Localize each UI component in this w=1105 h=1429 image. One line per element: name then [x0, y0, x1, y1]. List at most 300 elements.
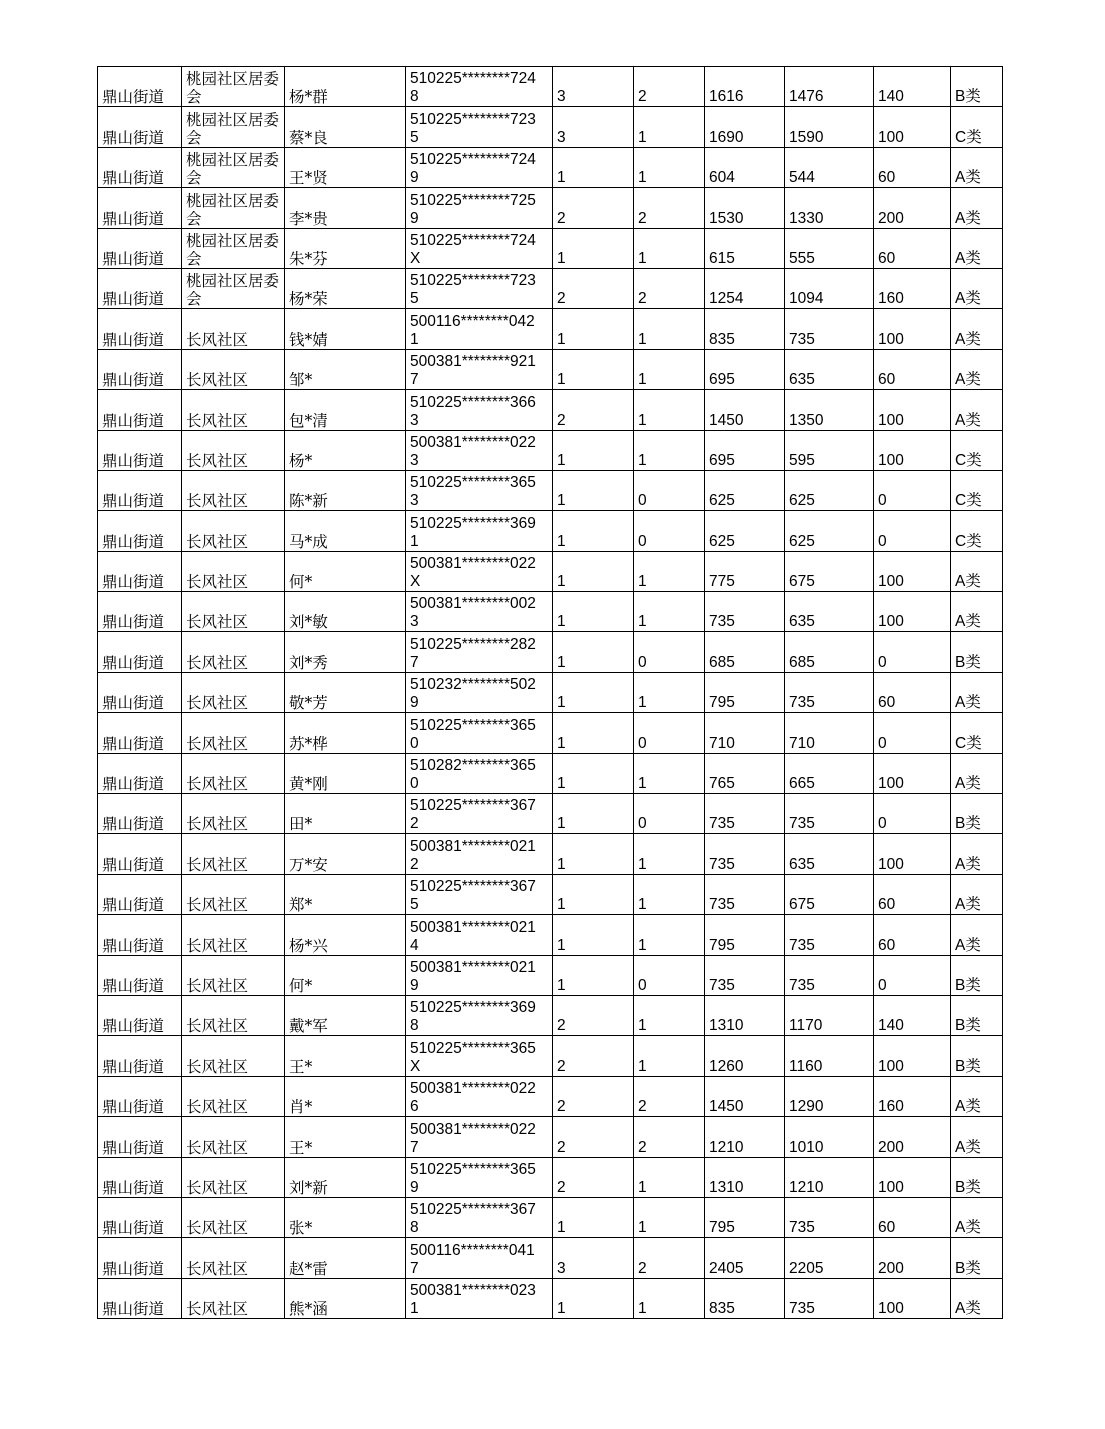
household-size-cell: 2 — [553, 1036, 634, 1076]
total-amount-cell: 1690 — [705, 107, 785, 147]
id-number-line-1: 510225********369 — [410, 514, 536, 532]
base-amount-cell: 2205 — [785, 1238, 874, 1278]
base-amount-cell: 675 — [785, 874, 874, 914]
category-cell: A类 — [951, 268, 1003, 308]
id-number-cell — [406, 349, 553, 389]
name-cell: 刘*秀 — [285, 632, 406, 672]
category-cell: A类 — [951, 188, 1003, 228]
category-cell: A类 — [951, 1076, 1003, 1116]
count-cell: 1 — [634, 107, 705, 147]
name-cell: 杨*荣 — [285, 268, 406, 308]
total-amount-cell: 710 — [705, 713, 785, 753]
community-cell: 长风社区 — [182, 713, 285, 753]
street-cell: 鼎山街道 — [98, 1076, 182, 1116]
id-number-line-2: 9 — [410, 209, 419, 227]
table-row — [98, 107, 1003, 147]
category-cell: B类 — [951, 995, 1003, 1035]
category-cell: A类 — [951, 228, 1003, 268]
id-number-cell — [406, 1157, 553, 1197]
community-cell: 长风社区 — [182, 470, 285, 510]
count-cell: 1 — [634, 995, 705, 1035]
id-number-line-1: 500381********022 — [410, 1080, 536, 1098]
household-size-cell: 1 — [553, 430, 634, 470]
household-size-cell: 1 — [553, 915, 634, 955]
community-cell: 长风社区 — [182, 834, 285, 874]
base-amount-cell: 735 — [785, 955, 874, 995]
base-amount-cell: 1010 — [785, 1117, 874, 1157]
community-cell: 桃园社区居委会 — [182, 268, 285, 308]
id-number-cell — [406, 1238, 553, 1278]
id-number-line-1: 510225********367 — [410, 797, 536, 815]
total-amount-cell: 1260 — [705, 1036, 785, 1076]
category-cell: A类 — [951, 1117, 1003, 1157]
id-number-line-1: 510282********365 — [410, 757, 536, 775]
total-amount-cell: 735 — [705, 794, 785, 834]
id-number-line-2: 1 — [410, 330, 419, 348]
name-cell: 邹* — [285, 349, 406, 389]
name-cell: 田* — [285, 794, 406, 834]
community-cell: 长风社区 — [182, 1076, 285, 1116]
extra-amount-cell: 0 — [874, 713, 951, 753]
total-amount-cell: 1310 — [705, 1157, 785, 1197]
category-cell: A类 — [951, 672, 1003, 712]
id-number-cell — [406, 188, 553, 228]
name-cell: 陈*新 — [285, 470, 406, 510]
street-cell: 鼎山街道 — [98, 592, 182, 632]
community-cell: 长风社区 — [182, 1278, 285, 1318]
household-size-cell: 1 — [553, 470, 634, 510]
id-number-line-2: 3 — [410, 451, 419, 469]
id-number-cell — [406, 268, 553, 308]
category-cell: A类 — [951, 390, 1003, 430]
street-cell: 鼎山街道 — [98, 1117, 182, 1157]
base-amount-cell: 735 — [785, 1278, 874, 1318]
street-cell: 鼎山街道 — [98, 632, 182, 672]
id-number-line-2: 9 — [410, 694, 419, 712]
street-cell: 鼎山街道 — [98, 713, 182, 753]
table-row — [98, 753, 1003, 793]
count-cell: 1 — [634, 1157, 705, 1197]
total-amount-cell: 695 — [705, 349, 785, 389]
community-cell: 桃园社区居委会 — [182, 228, 285, 268]
base-amount-cell: 625 — [785, 511, 874, 551]
extra-amount-cell: 60 — [874, 147, 951, 187]
name-cell: 戴*军 — [285, 995, 406, 1035]
community-cell: 长风社区 — [182, 1117, 285, 1157]
id-number-cell — [406, 390, 553, 430]
total-amount-cell: 795 — [705, 915, 785, 955]
base-amount-cell: 635 — [785, 834, 874, 874]
count-cell: 2 — [634, 1238, 705, 1278]
name-cell: 包*清 — [285, 390, 406, 430]
id-number-line-2: 7 — [410, 1138, 419, 1156]
total-amount-cell: 625 — [705, 470, 785, 510]
base-amount-cell: 710 — [785, 713, 874, 753]
extra-amount-cell: 0 — [874, 794, 951, 834]
extra-amount-cell: 100 — [874, 309, 951, 349]
household-size-cell: 3 — [553, 67, 634, 107]
extra-amount-cell: 100 — [874, 834, 951, 874]
id-number-line-2: 5 — [410, 896, 419, 914]
id-number-line-2: 0 — [410, 775, 419, 793]
id-number-cell — [406, 1278, 553, 1318]
community-cell: 长风社区 — [182, 995, 285, 1035]
extra-amount-cell: 100 — [874, 1278, 951, 1318]
household-size-cell: 2 — [553, 390, 634, 430]
id-number-line-1: 510225********365 — [410, 1039, 536, 1057]
household-size-cell: 1 — [553, 147, 634, 187]
name-cell: 敬*芳 — [285, 672, 406, 712]
table-row — [98, 1197, 1003, 1237]
household-size-cell: 1 — [553, 349, 634, 389]
count-cell: 2 — [634, 268, 705, 308]
household-size-cell: 2 — [553, 1157, 634, 1197]
extra-amount-cell: 160 — [874, 1076, 951, 1116]
table-row — [98, 188, 1003, 228]
table-row — [98, 430, 1003, 470]
base-amount-cell: 1476 — [785, 67, 874, 107]
table-row — [98, 67, 1003, 107]
id-number-line-1: 510225********723 — [410, 110, 536, 128]
category-cell: A类 — [951, 349, 1003, 389]
count-cell: 0 — [634, 632, 705, 672]
name-cell: 郑* — [285, 874, 406, 914]
id-number-cell — [406, 228, 553, 268]
name-cell: 钱*婧 — [285, 309, 406, 349]
id-number-line-2: 5 — [410, 290, 419, 308]
category-cell: C类 — [951, 713, 1003, 753]
table-row — [98, 1278, 1003, 1318]
extra-amount-cell: 200 — [874, 1238, 951, 1278]
base-amount-cell: 1330 — [785, 188, 874, 228]
id-number-line-2: 7 — [410, 1259, 419, 1277]
base-amount-cell: 625 — [785, 470, 874, 510]
category-cell: C类 — [951, 511, 1003, 551]
category-cell: C类 — [951, 430, 1003, 470]
street-cell: 鼎山街道 — [98, 995, 182, 1035]
id-number-line-1: 510225********725 — [410, 191, 536, 209]
count-cell: 1 — [634, 915, 705, 955]
count-cell: 1 — [634, 309, 705, 349]
table-row — [98, 470, 1003, 510]
household-size-cell: 1 — [553, 1278, 634, 1318]
id-number-line-2: 8 — [410, 1017, 419, 1035]
extra-amount-cell: 100 — [874, 592, 951, 632]
count-cell: 0 — [634, 955, 705, 995]
table-row — [98, 955, 1003, 995]
id-number-line-2: 8 — [410, 88, 419, 106]
total-amount-cell: 735 — [705, 834, 785, 874]
base-amount-cell: 735 — [785, 915, 874, 955]
household-size-cell: 1 — [553, 632, 634, 672]
base-amount-cell: 544 — [785, 147, 874, 187]
id-number-line-1: 510225********367 — [410, 1201, 536, 1219]
id-number-line-2: 9 — [410, 169, 419, 187]
base-amount-cell: 635 — [785, 592, 874, 632]
id-number-line-1: 500381********021 — [410, 837, 536, 855]
community-cell: 长风社区 — [182, 1157, 285, 1197]
street-cell: 鼎山街道 — [98, 834, 182, 874]
count-cell: 1 — [634, 874, 705, 914]
street-cell: 鼎山街道 — [98, 915, 182, 955]
extra-amount-cell: 100 — [874, 1157, 951, 1197]
community-cell: 长风社区 — [182, 551, 285, 591]
id-number-line-1: 510225********365 — [410, 1160, 536, 1178]
community-cell: 桃园社区居委会 — [182, 188, 285, 228]
street-cell: 鼎山街道 — [98, 1278, 182, 1318]
count-cell: 0 — [634, 794, 705, 834]
count-cell: 1 — [634, 228, 705, 268]
total-amount-cell: 1450 — [705, 1076, 785, 1116]
id-number-line-2: 2 — [410, 815, 419, 833]
street-cell: 鼎山街道 — [98, 188, 182, 228]
count-cell: 1 — [634, 592, 705, 632]
id-number-line-2: 9 — [410, 976, 419, 994]
total-amount-cell: 765 — [705, 753, 785, 793]
street-cell: 鼎山街道 — [98, 309, 182, 349]
base-amount-cell: 1210 — [785, 1157, 874, 1197]
household-size-cell: 1 — [553, 874, 634, 914]
id-number-line-2: 2 — [410, 855, 419, 873]
street-cell: 鼎山街道 — [98, 511, 182, 551]
household-size-cell: 1 — [553, 592, 634, 632]
id-number-cell — [406, 672, 553, 712]
category-cell: A类 — [951, 551, 1003, 591]
total-amount-cell: 1310 — [705, 995, 785, 1035]
extra-amount-cell: 160 — [874, 268, 951, 308]
id-number-line-1: 500381********022 — [410, 433, 536, 451]
table-row — [98, 511, 1003, 551]
extra-amount-cell: 100 — [874, 551, 951, 591]
name-cell: 刘*敏 — [285, 592, 406, 632]
street-cell: 鼎山街道 — [98, 672, 182, 712]
id-number-line-2: 3 — [410, 492, 419, 510]
id-number-line-1: 500116********042 — [410, 312, 535, 330]
id-number-line-1: 510225********365 — [410, 716, 536, 734]
community-cell: 长风社区 — [182, 672, 285, 712]
street-cell: 鼎山街道 — [98, 874, 182, 914]
table-row — [98, 995, 1003, 1035]
name-cell: 何* — [285, 551, 406, 591]
count-cell: 2 — [634, 1076, 705, 1116]
extra-amount-cell: 60 — [874, 228, 951, 268]
id-number-line-1: 510225********366 — [410, 393, 536, 411]
table-row — [98, 672, 1003, 712]
total-amount-cell: 775 — [705, 551, 785, 591]
name-cell: 熊*涵 — [285, 1278, 406, 1318]
base-amount-cell: 735 — [785, 309, 874, 349]
base-amount-cell: 555 — [785, 228, 874, 268]
name-cell: 万*安 — [285, 834, 406, 874]
name-cell: 何* — [285, 955, 406, 995]
community-cell: 长风社区 — [182, 632, 285, 672]
id-number-cell — [406, 753, 553, 793]
household-size-cell: 1 — [553, 1197, 634, 1237]
street-cell: 鼎山街道 — [98, 753, 182, 793]
id-number-line-2: X — [410, 1057, 421, 1075]
street-cell: 鼎山街道 — [98, 430, 182, 470]
category-cell: A类 — [951, 834, 1003, 874]
household-size-cell: 1 — [553, 511, 634, 551]
id-number-line-1: 510225********724 — [410, 70, 536, 88]
street-cell: 鼎山街道 — [98, 1197, 182, 1237]
total-amount-cell: 615 — [705, 228, 785, 268]
category-cell: C类 — [951, 107, 1003, 147]
id-number-cell — [406, 915, 553, 955]
id-number-cell — [406, 794, 553, 834]
id-number-cell — [406, 470, 553, 510]
community-cell: 长风社区 — [182, 874, 285, 914]
extra-amount-cell: 60 — [874, 915, 951, 955]
street-cell: 鼎山街道 — [98, 390, 182, 430]
id-number-line-1: 500381********921 — [410, 353, 536, 371]
id-number-line-2: 1 — [410, 1300, 419, 1318]
id-number-line-1: 510232********502 — [410, 676, 536, 694]
category-cell: A类 — [951, 592, 1003, 632]
count-cell: 2 — [634, 67, 705, 107]
id-number-line-2: 3 — [410, 411, 419, 429]
id-number-cell — [406, 1076, 553, 1116]
id-number-line-2: 8 — [410, 1219, 419, 1237]
household-size-cell: 2 — [553, 188, 634, 228]
household-size-cell: 3 — [553, 1238, 634, 1278]
table-row — [98, 834, 1003, 874]
id-number-line-2: 1 — [410, 532, 419, 550]
community-cell: 长风社区 — [182, 1197, 285, 1237]
id-number-cell — [406, 1197, 553, 1237]
id-number-line-2: 7 — [410, 371, 419, 389]
id-number-line-1: 500381********022 — [410, 1120, 536, 1138]
id-number-cell — [406, 713, 553, 753]
total-amount-cell: 625 — [705, 511, 785, 551]
street-cell: 鼎山街道 — [98, 551, 182, 591]
community-cell: 长风社区 — [182, 915, 285, 955]
household-size-cell: 1 — [553, 955, 634, 995]
base-amount-cell: 1160 — [785, 1036, 874, 1076]
table-row — [98, 390, 1003, 430]
category-cell: B类 — [951, 955, 1003, 995]
id-number-line-1: 510225********282 — [410, 635, 536, 653]
id-number-line-1: 500381********002 — [410, 595, 536, 613]
extra-amount-cell: 200 — [874, 188, 951, 228]
name-cell: 肖* — [285, 1076, 406, 1116]
household-size-cell: 2 — [553, 1076, 634, 1116]
table-row — [98, 713, 1003, 753]
id-number-cell — [406, 1036, 553, 1076]
base-amount-cell: 595 — [785, 430, 874, 470]
name-cell: 刘*新 — [285, 1157, 406, 1197]
street-cell: 鼎山街道 — [98, 349, 182, 389]
total-amount-cell: 1450 — [705, 390, 785, 430]
community-cell: 桃园社区居委会 — [182, 147, 285, 187]
table-row — [98, 915, 1003, 955]
base-amount-cell: 1590 — [785, 107, 874, 147]
id-number-cell — [406, 1117, 553, 1157]
household-size-cell: 1 — [553, 834, 634, 874]
id-number-line-2: 9 — [410, 1178, 419, 1196]
count-cell: 0 — [634, 511, 705, 551]
count-cell: 1 — [634, 147, 705, 187]
count-cell: 1 — [634, 551, 705, 591]
household-size-cell: 1 — [553, 228, 634, 268]
id-number-cell — [406, 551, 553, 591]
name-cell: 杨*兴 — [285, 915, 406, 955]
id-number-line-1: 500381********023 — [410, 1282, 536, 1300]
name-cell: 赵*雷 — [285, 1238, 406, 1278]
table-row — [98, 551, 1003, 591]
community-cell: 桃园社区居委会 — [182, 67, 285, 107]
name-cell: 马*成 — [285, 511, 406, 551]
name-cell: 王* — [285, 1036, 406, 1076]
id-number-line-1: 510225********723 — [410, 272, 536, 290]
extra-amount-cell: 0 — [874, 955, 951, 995]
household-size-cell: 1 — [553, 309, 634, 349]
extra-amount-cell: 0 — [874, 511, 951, 551]
household-size-cell: 2 — [553, 995, 634, 1035]
category-cell: B类 — [951, 794, 1003, 834]
base-amount-cell: 1290 — [785, 1076, 874, 1116]
extra-amount-cell: 0 — [874, 470, 951, 510]
name-cell: 蔡*良 — [285, 107, 406, 147]
count-cell: 1 — [634, 834, 705, 874]
id-number-cell — [406, 592, 553, 632]
community-cell: 长风社区 — [182, 592, 285, 632]
street-cell: 鼎山街道 — [98, 268, 182, 308]
table-body — [98, 67, 1003, 1319]
table-row — [98, 147, 1003, 187]
id-number-line-2: 6 — [410, 1098, 419, 1116]
category-cell: A类 — [951, 753, 1003, 793]
base-amount-cell: 1170 — [785, 995, 874, 1035]
table-row — [98, 228, 1003, 268]
name-cell: 李*贵 — [285, 188, 406, 228]
name-cell: 王* — [285, 1117, 406, 1157]
extra-amount-cell: 140 — [874, 67, 951, 107]
id-number-line-1: 500381********021 — [410, 958, 536, 976]
count-cell: 1 — [634, 753, 705, 793]
id-number-line-2: 4 — [410, 936, 419, 954]
community-cell: 长风社区 — [182, 349, 285, 389]
community-cell: 长风社区 — [182, 309, 285, 349]
table-row — [98, 349, 1003, 389]
total-amount-cell: 1530 — [705, 188, 785, 228]
count-cell: 0 — [634, 713, 705, 753]
id-number-cell — [406, 511, 553, 551]
id-number-cell — [406, 955, 553, 995]
street-cell: 鼎山街道 — [98, 1036, 182, 1076]
street-cell: 鼎山街道 — [98, 1157, 182, 1197]
category-cell: B类 — [951, 67, 1003, 107]
base-amount-cell: 665 — [785, 753, 874, 793]
base-amount-cell: 735 — [785, 1197, 874, 1237]
street-cell: 鼎山街道 — [98, 1238, 182, 1278]
total-amount-cell: 695 — [705, 430, 785, 470]
extra-amount-cell: 140 — [874, 995, 951, 1035]
community-cell: 长风社区 — [182, 955, 285, 995]
category-cell: B类 — [951, 632, 1003, 672]
id-number-line-2: 0 — [410, 734, 419, 752]
total-amount-cell: 795 — [705, 1197, 785, 1237]
total-amount-cell: 1616 — [705, 67, 785, 107]
category-cell: A类 — [951, 1278, 1003, 1318]
category-cell: A类 — [951, 309, 1003, 349]
total-amount-cell: 604 — [705, 147, 785, 187]
name-cell: 朱*芬 — [285, 228, 406, 268]
base-amount-cell: 685 — [785, 632, 874, 672]
extra-amount-cell: 100 — [874, 430, 951, 470]
category-cell: A类 — [951, 915, 1003, 955]
community-cell: 长风社区 — [182, 511, 285, 551]
